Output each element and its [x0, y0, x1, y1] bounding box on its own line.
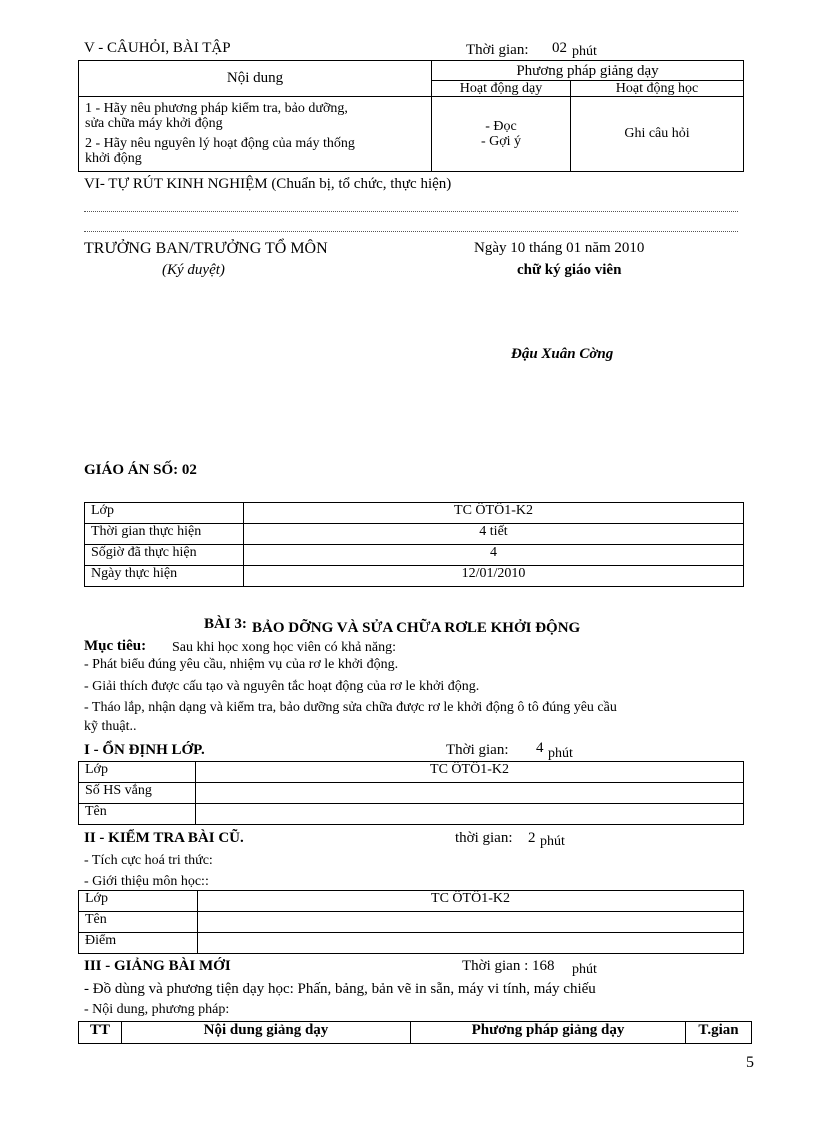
lp-value: 4 — [244, 545, 744, 566]
col-learn-header: Hoạt động học — [571, 80, 744, 96]
objective-1: - Phát biểu đúng yêu cầu, nhiệm vụ của rơ le khởi động. — [84, 657, 399, 672]
learn-cell: Ghi câu hỏi — [571, 96, 744, 171]
teacher-name: Đậu Xuân Cờng — [511, 346, 614, 362]
lp-label: Lớp — [85, 503, 244, 524]
part3-time-label: Thời gian : 168 — [462, 958, 555, 974]
objective-2: - Giải thích được cấu tạo và nguyên tắc hoạt động của rơ le khởi động. — [84, 679, 480, 694]
part1-time-unit: phút — [548, 746, 573, 761]
lesson-prefix: BÀI 3: — [204, 616, 247, 632]
dotted-line-1 — [84, 210, 738, 212]
objective-3b: kỹ thuật.. — [84, 719, 137, 734]
question-1b: sửa chữa máy khởi động — [85, 116, 223, 132]
part3-table — [78, 1021, 752, 1044]
question-2b: khởi động — [85, 151, 142, 167]
p2-value: TC ÔTÔ1-K2 — [198, 891, 744, 912]
objective-intro: Sau khi học xong học viên có khả năng: — [172, 640, 396, 655]
p1-label: Tên — [79, 804, 196, 825]
signature-date: Ngày 10 tháng 01 năm 2010 — [474, 240, 645, 256]
teach-cell — [432, 96, 571, 171]
left-signature-title: TRƯỞNG BAN/TRƯỞNG TỔ MÔN — [84, 240, 328, 257]
lp-value: 12/01/2010 — [244, 566, 744, 587]
lesson-plan-title: GIÁO ÁN SỐ: 02 — [84, 462, 197, 478]
p1-value: TC ÔTÔ1-K2 — [196, 762, 744, 783]
section6-title: VI- TỰ RÚT KINH NGHIỆM (Chuẩn bị, tổ chức, thực hiện) — [84, 176, 452, 192]
questions-cell — [79, 96, 432, 171]
part3-line1: - Đồ dùng và phương tiện dạy học: Phấn, bảng, bản vẽ in sẵn, máy vi tính, máy chiếu — [84, 981, 596, 997]
part3-time-unit: phút — [572, 962, 597, 977]
left-signature-sub: (Ký duyệt) — [162, 262, 225, 278]
section5-time-unit: phút — [572, 44, 597, 59]
part2-line1: - Tích cực hoá tri thức: — [84, 853, 213, 868]
section5-time-label: Thời gian: — [466, 42, 529, 58]
right-signature-sub: chữ ký giáo viên — [517, 262, 622, 278]
p2-label: Điểm — [79, 933, 198, 954]
part1-table — [78, 761, 744, 825]
p2-label: Tên — [79, 912, 198, 933]
col-content-header: Nội dung — [79, 61, 432, 97]
p2-value — [198, 912, 744, 933]
part3-title: III - GIẢNG BÀI MỚI — [84, 958, 231, 974]
lp-label: Sốgiờ đã thực hiện — [85, 545, 244, 566]
section5-title: V - CÂUHỎI, BÀI TẬP — [84, 40, 231, 56]
part2-time-value: 2 — [528, 830, 536, 846]
lp-label: Thời gian thực hiện — [85, 524, 244, 545]
teach-2: - Gợi ý — [480, 133, 522, 149]
header-time: T.gian — [686, 1022, 752, 1044]
header-content: Nội dung giảng dạy — [122, 1022, 411, 1044]
p1-value — [196, 783, 744, 804]
lp-value: TC ÔTÔ1-K2 — [244, 503, 744, 524]
part2-title: II - KIỂM TRA BÀI CŨ. — [84, 830, 244, 846]
objective-label: Mục tiêu: — [84, 638, 147, 654]
question-2: 2 - Hãy nêu nguyên lý hoạt động của máy thống — [85, 135, 355, 151]
p2-label: Lớp — [79, 891, 198, 912]
header-tt: TT — [79, 1022, 122, 1044]
header-method: Phương pháp giảng dạy — [411, 1022, 686, 1044]
dotted-line-2 — [84, 230, 738, 232]
p2-value — [198, 933, 744, 954]
part2-line2: - Giới thiệu môn học:: — [84, 874, 209, 889]
p1-label: Lớp — [79, 762, 196, 783]
col-method-header: Phương pháp giảng dạy — [432, 61, 744, 81]
section5-time-value: 02 — [552, 40, 567, 56]
part2-time-label: thời gian: — [455, 830, 513, 846]
lesson-plan-table — [84, 502, 744, 587]
page-number: 5 — [746, 1054, 754, 1071]
part3-line2: - Nội dung, phương pháp: — [84, 1002, 230, 1017]
lp-value: 4 tiết — [244, 524, 744, 545]
col-teach-header: Hoạt động dạy — [432, 80, 571, 96]
part1-time-value: 4 — [536, 740, 544, 756]
lesson-title: BẢO DỠNG VÀ SỬA CHỮA RƠLE KHỞI ĐỘNG — [252, 620, 581, 636]
section5-table — [78, 60, 744, 172]
part2-time-unit: phút — [540, 834, 565, 849]
question-1: 1 - Hãy nêu phương pháp kiểm tra, bảo dưỡng, — [85, 100, 348, 116]
p1-label: Số HS vắng — [79, 783, 196, 804]
part1-time-label: Thời gian: — [446, 742, 509, 758]
objective-3: - Tháo lắp, nhận dạng và kiểm tra, bảo dưỡng sửa chữa được rơ le khởi động ô tô đúng yêu cầu — [84, 700, 617, 715]
part1-title: I - ỔN ĐỊNH LỚP. — [84, 742, 205, 758]
part2-table — [78, 890, 744, 954]
p1-value — [196, 804, 744, 825]
teach-1: - Đọc — [485, 118, 517, 134]
lp-label: Ngày thực hiện — [85, 566, 244, 587]
